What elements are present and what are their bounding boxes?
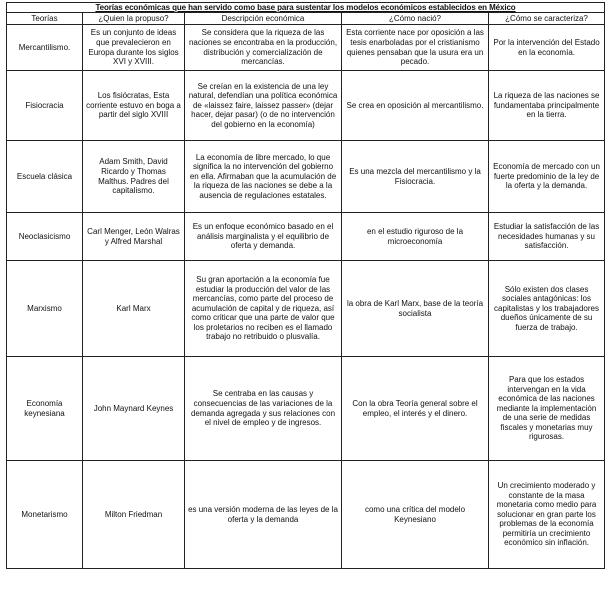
cell-descripcion: es una versión moderna de las leyes de la oferta y la demanda [185,461,342,569]
header-como-caracteriza: ¿Cómo se caracteriza? [489,13,605,25]
cell-descripcion: Su gran aportación a la economía fue estudiar la producción del valor de las mercancías, como parte del proceso de acumulación de capital y de riqueza, así como criticar que una parte de valor que los proletarios no reciben es el llamado trabajo no retribuido o plusvalía. [185,261,342,357]
theories-sheet [6,2,604,569]
cell-propuso: Los fisiócratas, Esta corriente estuvo en boga a partir del siglo XVIII [83,71,185,141]
cell-propuso: Es un conjunto de ideas que prevalecieron en Europa durante los siglos XVI y XVIII. [83,25,185,71]
cell-teoria: Mercantilismo. [7,25,83,71]
cell-teoria: Neoclasicismo [7,213,83,261]
table-row [7,71,605,141]
table-row [7,357,605,461]
cell-nacio: Con la obra Teoría general sobre el empleo, el interés y el dinero. [342,357,489,461]
cell-caracteriza: Sólo existen dos clases sociales antagónicas: los capitalistas y los trabajadores dueños únicamente de su fuerza de trabajo. [489,261,605,357]
cell-caracteriza: Estudiar la satisfacción de las necesidades humanas y su satisfacción. [489,213,605,261]
economic-theories-table [6,2,605,569]
cell-caracteriza: La riqueza de las naciones se fundamentaba principalmente en la tierra. [489,71,605,141]
cell-nacio: Se crea en oposición al mercantilismo. [342,71,489,141]
cell-teoria: Economía keynesiana [7,357,83,461]
title-row [7,3,605,13]
table-row [7,25,605,71]
header-como-nacio: ¿Cómo nació? [342,13,489,25]
cell-teoria: Marxismo [7,261,83,357]
header-row [7,13,605,25]
cell-propuso: Carl Menger, León Walras y Alfred Marshal [83,213,185,261]
cell-propuso: Adam Smith, David Ricardo y Thomas Malthus. Padres del capitalismo. [83,141,185,213]
cell-propuso: Milton Friedman [83,461,185,569]
cell-descripcion: Se creían en la existencia de una ley natural, defendían una política económica de «laissez faire, laissez passer» (dejar hacer, dejar pasar) (o de no intervención del gobierno en la economía) [185,71,342,141]
header-quien-propuso: ¿Quien la propuso? [83,13,185,25]
cell-caracteriza: Por la intervención del Estado en la economía. [489,25,605,71]
table-row [7,461,605,569]
cell-propuso: Karl Marx [83,261,185,357]
header-teorias: Teorías [7,13,83,25]
cell-descripcion: Es un enfoque económico basado en el análisis marginalista y el equilibrio de oferta y demanda. [185,213,342,261]
cell-teoria: Escuela clásica [7,141,83,213]
cell-caracteriza: Un crecimiento moderado y constante de la masa monetaria como medio para solucionar en gran parte los problemas de la economía permitiría un crecimiento económico sin inflación. [489,461,605,569]
cell-teoria: Fisiocracia [7,71,83,141]
table-title: Teorías económicas que han servido como base para sustentar los modelos económicos establecidos en México [7,3,605,13]
cell-nacio: como una crítica del modelo Keynesiano [342,461,489,569]
cell-descripcion: La economía de libre mercado, lo que significa la no intervención del gobierno en ella. Afirmaban que la acumulación de la riqueza de las naciones se debe a la ausencia de regulaciones estatales. [185,141,342,213]
table-row [7,261,605,357]
cell-caracteriza: Para que los estados intervengan en la vida económica de las naciones mediante la implementación de una serie de medidas fiscales y monetarias muy rigurosas. [489,357,605,461]
cell-nacio: en el estudio riguroso de la microeconomía [342,213,489,261]
cell-caracteriza: Economía de mercado con un fuerte predominio de la ley de la oferta y la demanda. [489,141,605,213]
cell-teoria: Monetarismo [7,461,83,569]
cell-descripcion: Se considera que la riqueza de las naciones se encontraba en la producción, distribución y comercialización de mercancías. [185,25,342,71]
cell-descripcion: Se centraba en las causas y consecuencias de las variaciones de la demanda agregada y sus relaciones con el nivel de empleo y de ingresos. [185,357,342,461]
cell-nacio: la obra de Karl Marx, base de la teoría socialista [342,261,489,357]
table-row [7,141,605,213]
table-row [7,213,605,261]
cell-nacio: Es una mezcla del mercantilismo y la Fisiocracia. [342,141,489,213]
cell-propuso: John Maynard Keynes [83,357,185,461]
header-descripcion: Descripción económica [185,13,342,25]
cell-nacio: Esta corriente nace por oposición a las tesis enarboladas por el cristianismo quienes pensaban que la usura era un pecado. [342,25,489,71]
